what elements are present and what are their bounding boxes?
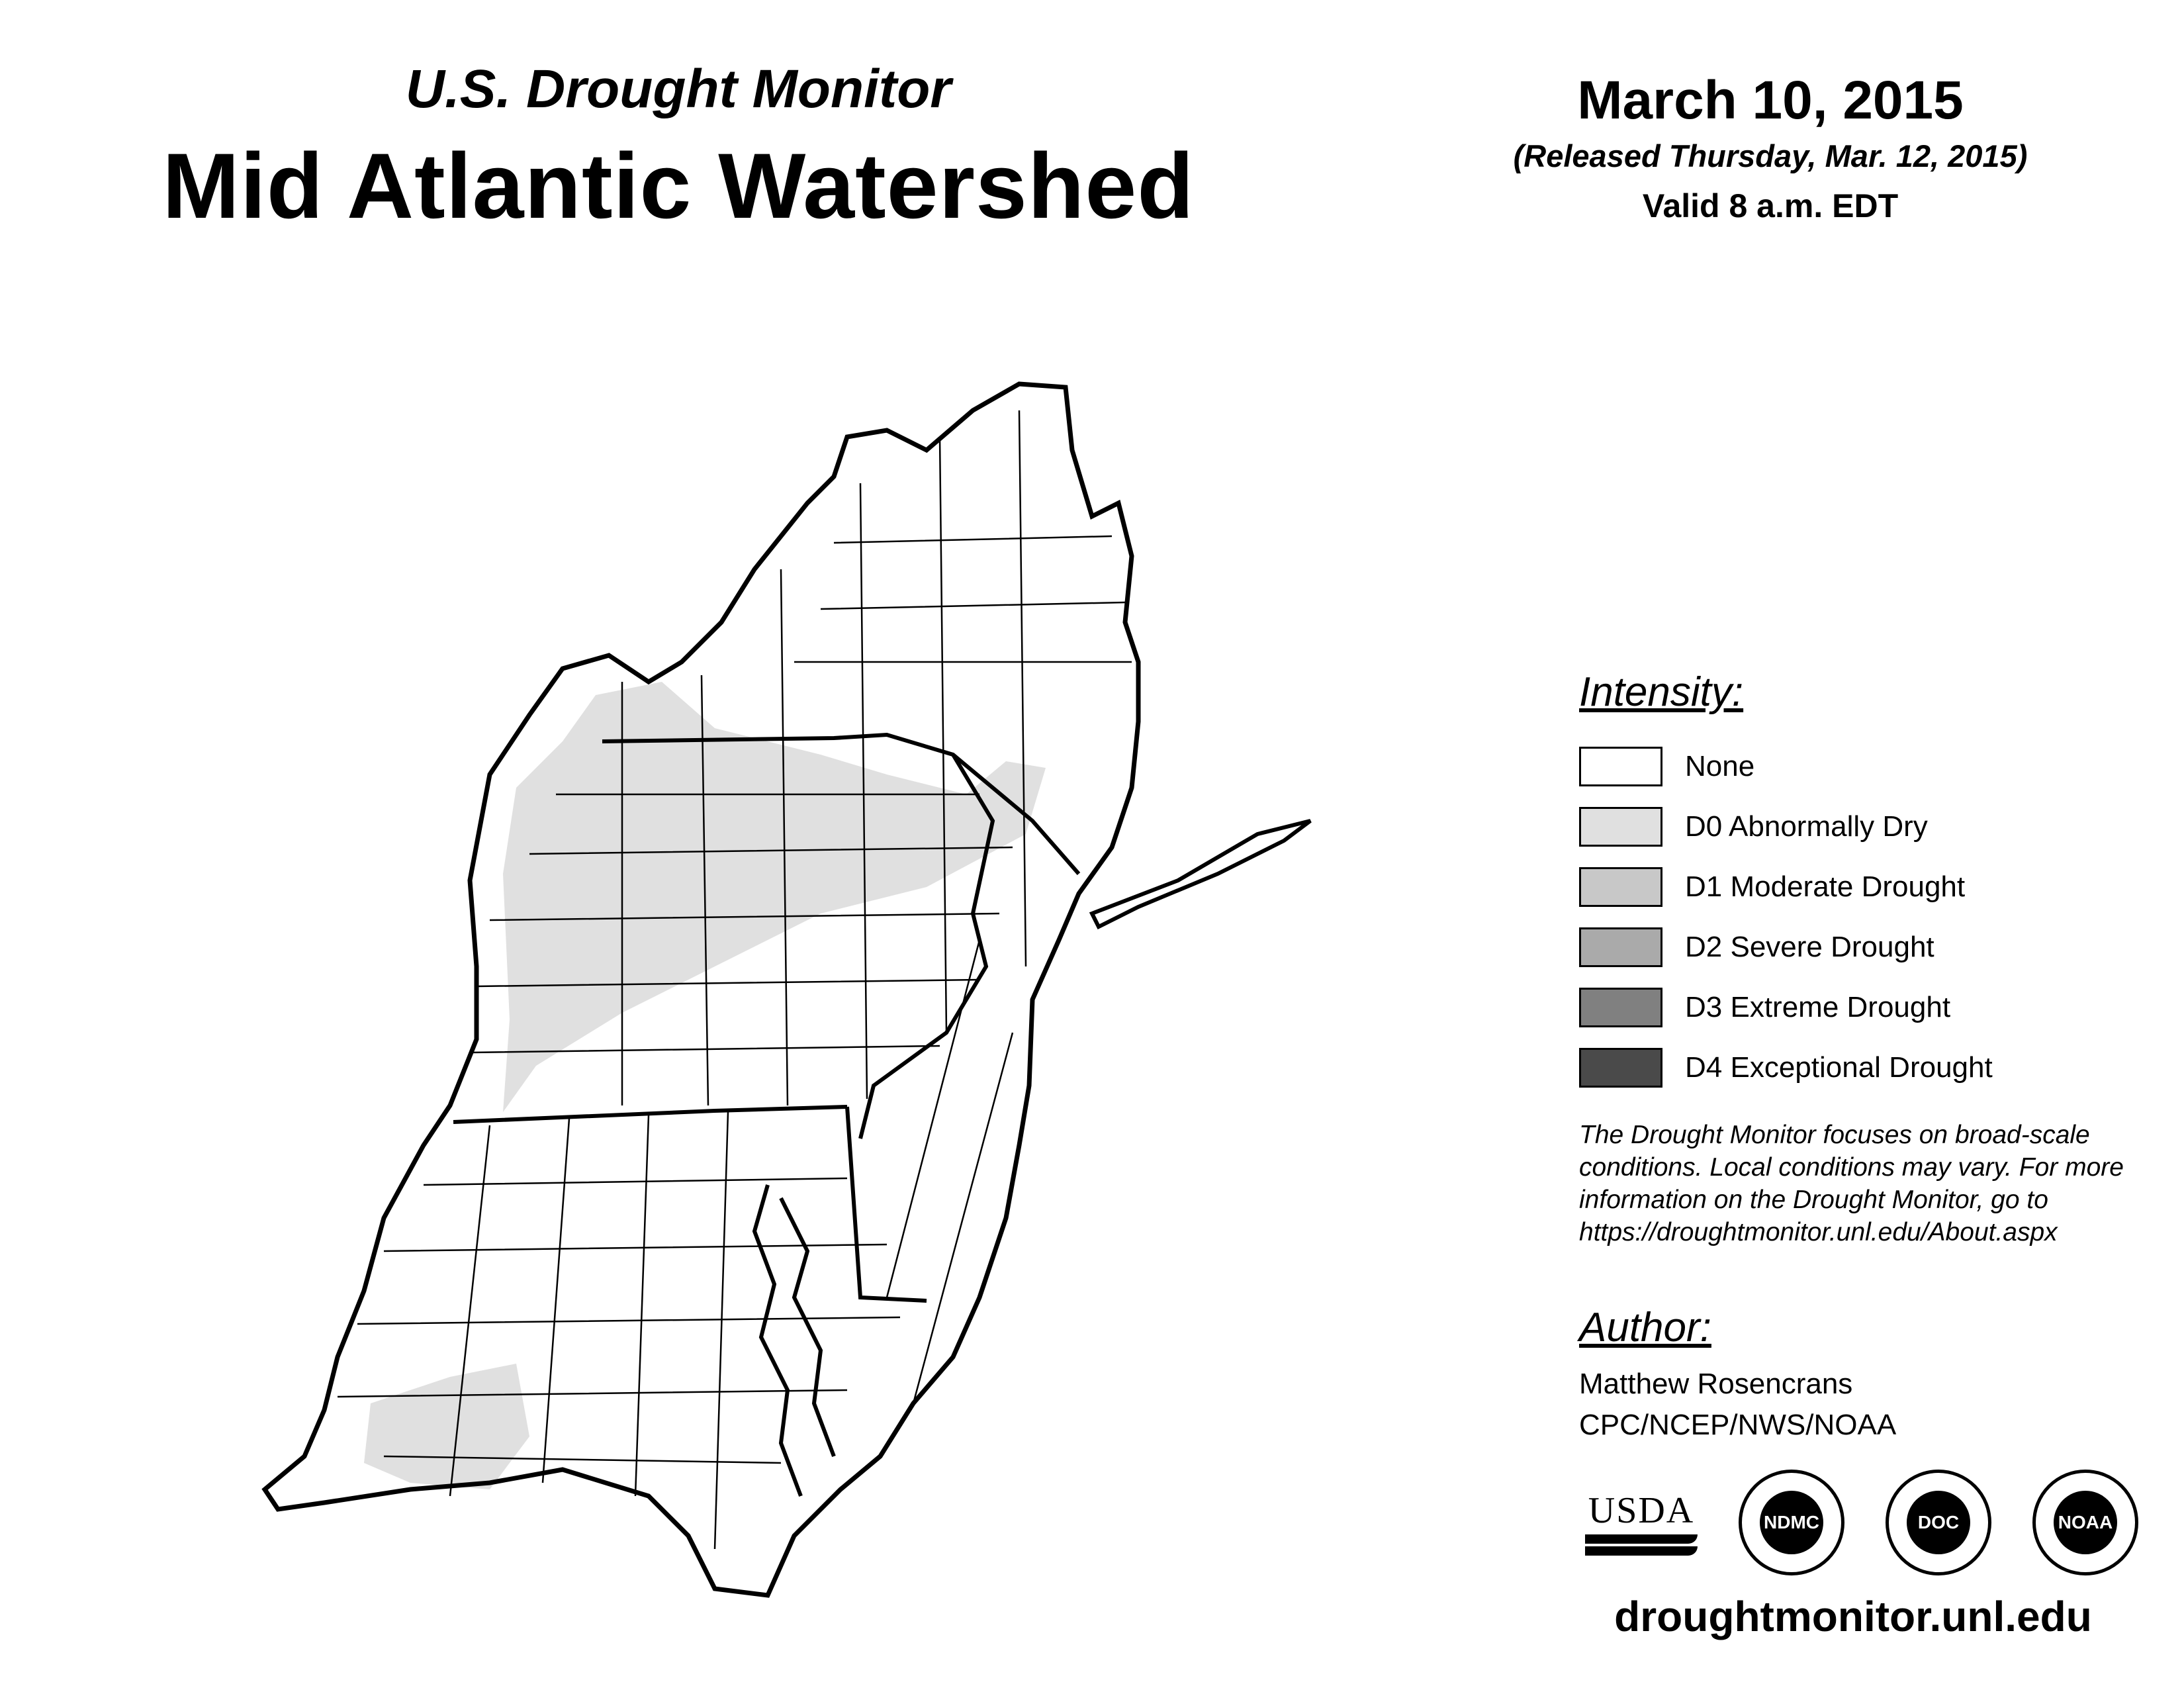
- long-island: [1092, 821, 1310, 927]
- legend-label: D4 Exceptional Drought: [1685, 1051, 1993, 1084]
- legend-item: [1579, 736, 1993, 796]
- note-line: information on the Drought Monitor, go to: [1579, 1186, 2048, 1214]
- valid-date: March 10, 2015: [1577, 70, 1964, 130]
- legend-label: D0 Abnormally Dry: [1685, 810, 1928, 843]
- noaa-logo: [2032, 1470, 2138, 1575]
- legend-label: D1 Moderate Drought: [1685, 870, 1966, 903]
- legend-swatch: [1579, 927, 1662, 967]
- author-heading: Author:: [1579, 1305, 1711, 1350]
- map-subtitle: U.S. Drought Monitor: [405, 59, 952, 119]
- legend-swatch: [1579, 1048, 1662, 1088]
- legend-swatch: [1579, 747, 1662, 786]
- legend-swatch: [1579, 867, 1662, 907]
- pa-md-border: [453, 1107, 847, 1122]
- author-block: [1579, 1364, 1896, 1446]
- note-line: conditions. Local conditions may vary. For more: [1579, 1153, 2124, 1182]
- chesapeake-bay: [754, 1185, 834, 1496]
- legend-item: [1579, 917, 1993, 977]
- usda-logo-text: USDA: [1588, 1490, 1695, 1531]
- commerce-logo-text: DOC: [1907, 1491, 1970, 1554]
- drought-map: [251, 371, 1343, 1622]
- disclaimer-note: [1579, 1119, 2175, 1248]
- legend-item: [1579, 977, 1993, 1037]
- release-date: (Released Thursday, Mar. 12, 2015): [1513, 138, 2028, 173]
- commerce-logo: [1886, 1470, 1991, 1575]
- author-name: Matthew Rosencrans: [1579, 1368, 1853, 1400]
- usda-logo: [1585, 1489, 1698, 1556]
- legend-heading: Intensity:: [1579, 669, 1744, 715]
- author-affiliation: CPC/NCEP/NWS/NOAA: [1579, 1409, 1897, 1441]
- legend-label: None: [1685, 749, 1755, 782]
- noaa-logo-text: NOAA: [2054, 1491, 2117, 1554]
- legend-swatch: [1579, 807, 1662, 847]
- legend-item: [1579, 1037, 1993, 1098]
- partner-logos: [1585, 1470, 2138, 1575]
- legend: [1579, 736, 1993, 1098]
- legend-swatch: [1579, 988, 1662, 1027]
- note-link[interactable]: https://droughtmonitor.unl.edu/About.aspx: [1579, 1218, 2058, 1246]
- legend-label: D3 Extreme Drought: [1685, 990, 1951, 1023]
- ndmc-logo: [1739, 1470, 1844, 1575]
- valid-time: Valid 8 a.m. EDT: [1642, 187, 1899, 224]
- map-title: Mid Atlantic Watershed: [162, 134, 1195, 238]
- note-line: The Drought Monitor focuses on broad-scale: [1579, 1121, 2090, 1149]
- website-url[interactable]: droughtmonitor.unl.edu: [1614, 1593, 2092, 1640]
- ndmc-logo-text: NDMC: [1760, 1491, 1823, 1554]
- legend-item: [1579, 857, 1993, 917]
- legend-label: D2 Severe Drought: [1685, 930, 1934, 963]
- legend-item: [1579, 796, 1993, 857]
- d0-area-virginia: [364, 1364, 529, 1489]
